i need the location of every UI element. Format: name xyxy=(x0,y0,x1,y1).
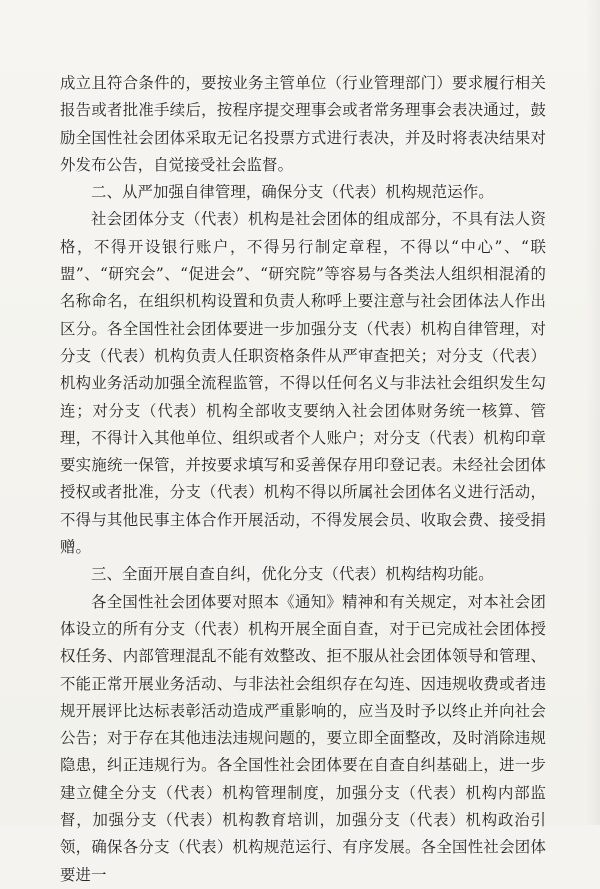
section-heading-2: 二、从严加强自律管理，确保分支（代表）机构规范运作。 xyxy=(91,183,494,202)
paragraph-continuation: 成立且符合条件的，要按业务主管单位（行业管理部门）要求履行相关报告或者批准手续后，按程序提交理事会或者常务理事会表决通过，鼓励全国性社会团体采取无记名投票方式进行表决，并及时将表决结果对外发布公告，自觉接受社会监督。 xyxy=(60,74,546,174)
scan-edge-shadow xyxy=(586,0,600,825)
section-heading-3: 三、全面开展自查自纠，优化分支（代表）机构结构功能。 xyxy=(91,565,494,584)
paragraph-section-3: 各全国性社会团体要对照本《通知》精神和有关规定，对本社会团体设立的所有分支（代表）机构开展全面自查，对于已完成社会团体授权任务、内部管理混乱不能有效整改、拒不服从社会团体领导和管理、不能正常开展业务活动、与非法社会组织存在勾连、因违规收费或者违规开展评比达标表彰活动造成严重影响的，应当及时予以终止并向社会公告；对于存在其他违法违规问题的，要立即全面整改，及时消除违规隐患，纠正违规行为。各全国性社会团体要在自查自纠基础上，进一步建立健全分支（代表）机构管理制度，加强分支（代表）机构内部监督，加强分支（代表）机构教育培训，加强分支（代表）机构政治引领，确保各分支（代表）机构规范运行、有序发展。各全国性社会团体要进一 xyxy=(60,592,546,884)
document-body xyxy=(60,70,546,889)
paragraph-section-2: 社会团体分支（代表）机构是社会团体的组成部分，不具有法人资格，不得开设银行账户，不得另行制定章程，不得以“中心”、“联盟”、“研究会”、“促进会”、“研究院”等容易与各类法人组织相混淆的名称命名，在组织机构设置和负责人称呼上要注意与社会团体法人作出区分。各全国性社会团体要进一步加强分支（代表）机构自律管理，对分支（代表）机构负责人任职资格条件从严审查把关；对分支（代表）机构业务活动加强全流程监管，不得以任何名义与非法社会组织发生勾连；对分支（代表）机构全部收支要纳入社会团体财务统一核算、管理，不得计入其他单位、组织或者个人账户；对分支（代表）机构印章要实施统一保管，并按要求填写和妥善保存用印登记表。未经社会团体授权或者批准，分支（代表）机构不得以所属社会团体名义进行活动，不得与其他民事主体合作开展活动，不得发展会员、收取会费、接受捐赠。 xyxy=(60,210,546,557)
